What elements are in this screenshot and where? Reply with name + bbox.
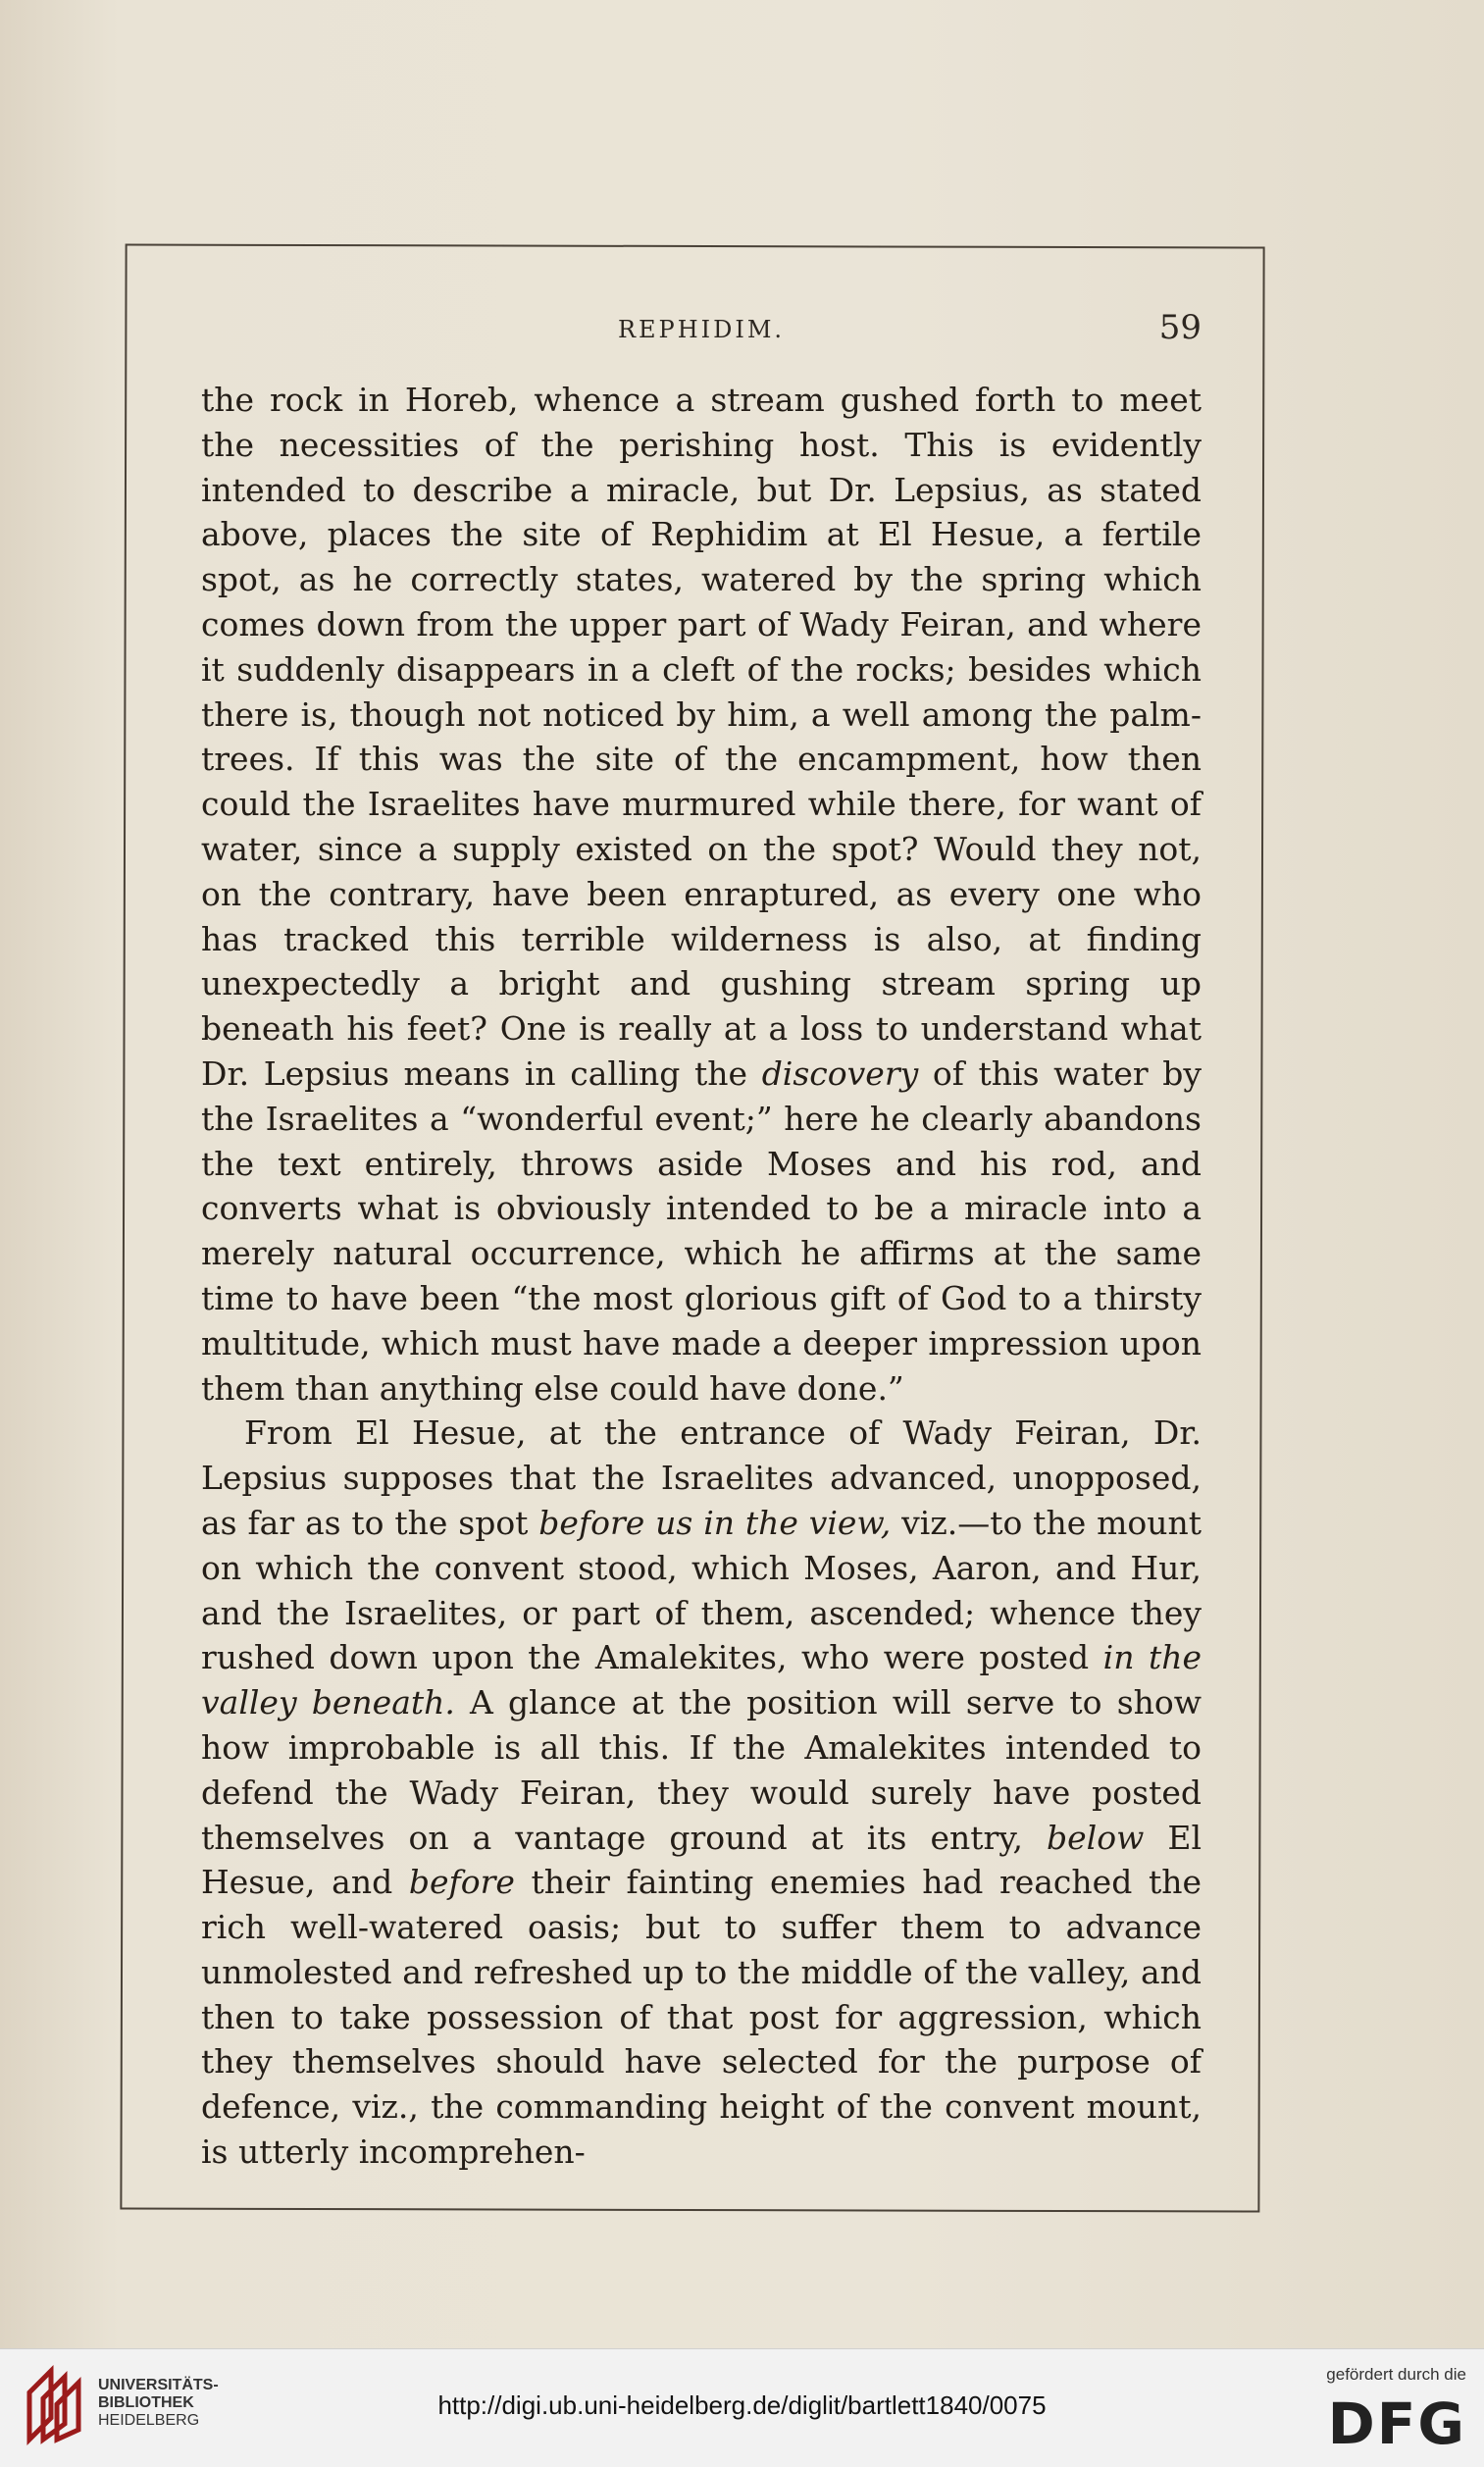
text-run: A glance at the position will serve to show how improbable is all this. If the Amalekites intended to defend the Wady Feiran, they would surely have posted themselves on a vantage ground at its entry, bbox=[201, 1683, 1203, 1857]
text-run: the rock in Horeb, whence a stream gushed forth to meet the necessities of the perishing host. This is evidently intended to describe a miracle, but Dr. Lepsius, as stated above, places the site of Rephidim at El Hesue, a fertile spot, as he correctly states, watered by the spring which comes down from the upper part of Wady Feiran, and where it suddenly disappears in a cleft of the rocks; besides which there is, though not noticed by him, a well among the palm-trees. If this was the site of the encampment, how then could the Israelites have murmured while there, for want of water, since a supply existed on the spot? Would they not, on the contrary, have been enraptured, as every one who has tracked this terrible wilderness is also, at finding unexpectedly a bright and gushing stream spring up beneath his feet? One is really at a loss to understand what Dr. Lepsius means in calling the bbox=[201, 381, 1202, 1093]
page-header bbox=[201, 308, 1202, 361]
text-run: viz.—to the mount on which the convent stood, which Moses, Aaron, and Hur, and the Israelites, or part of them, ascended; whence they rushed down upon the Amalekites, who were posted bbox=[201, 1503, 1202, 1677]
library-name-line1: UNIVERSITÄTS- bbox=[98, 2377, 219, 2393]
text-run: El Hesue, and bbox=[201, 1818, 1202, 1902]
italic-text: discovery bbox=[761, 1054, 919, 1093]
library-name-line3: HEIDELBERG bbox=[98, 2412, 200, 2429]
paragraph bbox=[201, 378, 1202, 1411]
paragraph bbox=[201, 1411, 1202, 2175]
text-run: From El Hesue, at the entrance of Wady Feiran, Dr. Lepsius supposes that the Israelites advanced, unopposed, as far as to the spot bbox=[201, 1413, 1202, 1542]
body-text bbox=[201, 378, 1202, 2175]
italic-text: below bbox=[1047, 1818, 1145, 1857]
dfg-logo: DFG bbox=[1327, 2390, 1466, 2457]
viewer-footer bbox=[0, 2348, 1484, 2467]
page-number: 59 bbox=[1158, 308, 1202, 347]
running-title: REPHIDIM. bbox=[617, 316, 786, 343]
text-run: of this water by the Israelites a “wonderful event;” here he clearly abandons the text entirely, throws aside Moses and his rod, and converts what is obviously intended to be a miracle into a merely natural occurrence, which he affirms at the same time to have been “the most glorious gift of God to a thirsty multitude, which must have made a deeper impression upon them than anything else could have done.” bbox=[201, 1054, 1202, 1408]
italic-text: before bbox=[408, 1863, 515, 1902]
library-name-line2: BIBLIOTHEK bbox=[98, 2394, 194, 2411]
funded-by-label: gefördert durch die bbox=[1326, 2365, 1466, 2384]
italic-text: in the valley beneath. bbox=[201, 1638, 1203, 1722]
text-run: their fainting enemies had reached the rich well-watered oasis; but to suffer them to advance unmolested and refreshed up to the middle of the valley, and then to take possession of that post for aggression, which they themselves should have selected for the purpose of defence, viz., the commanding height of the convent mount, is utterly incomprehen- bbox=[201, 1863, 1202, 2172]
permalink-url[interactable]: http://digi.ub.uni-heidelberg.de/diglit/bartlett1840/0075 bbox=[437, 2390, 1047, 2420]
italic-text: before us in the view, bbox=[538, 1503, 892, 1542]
